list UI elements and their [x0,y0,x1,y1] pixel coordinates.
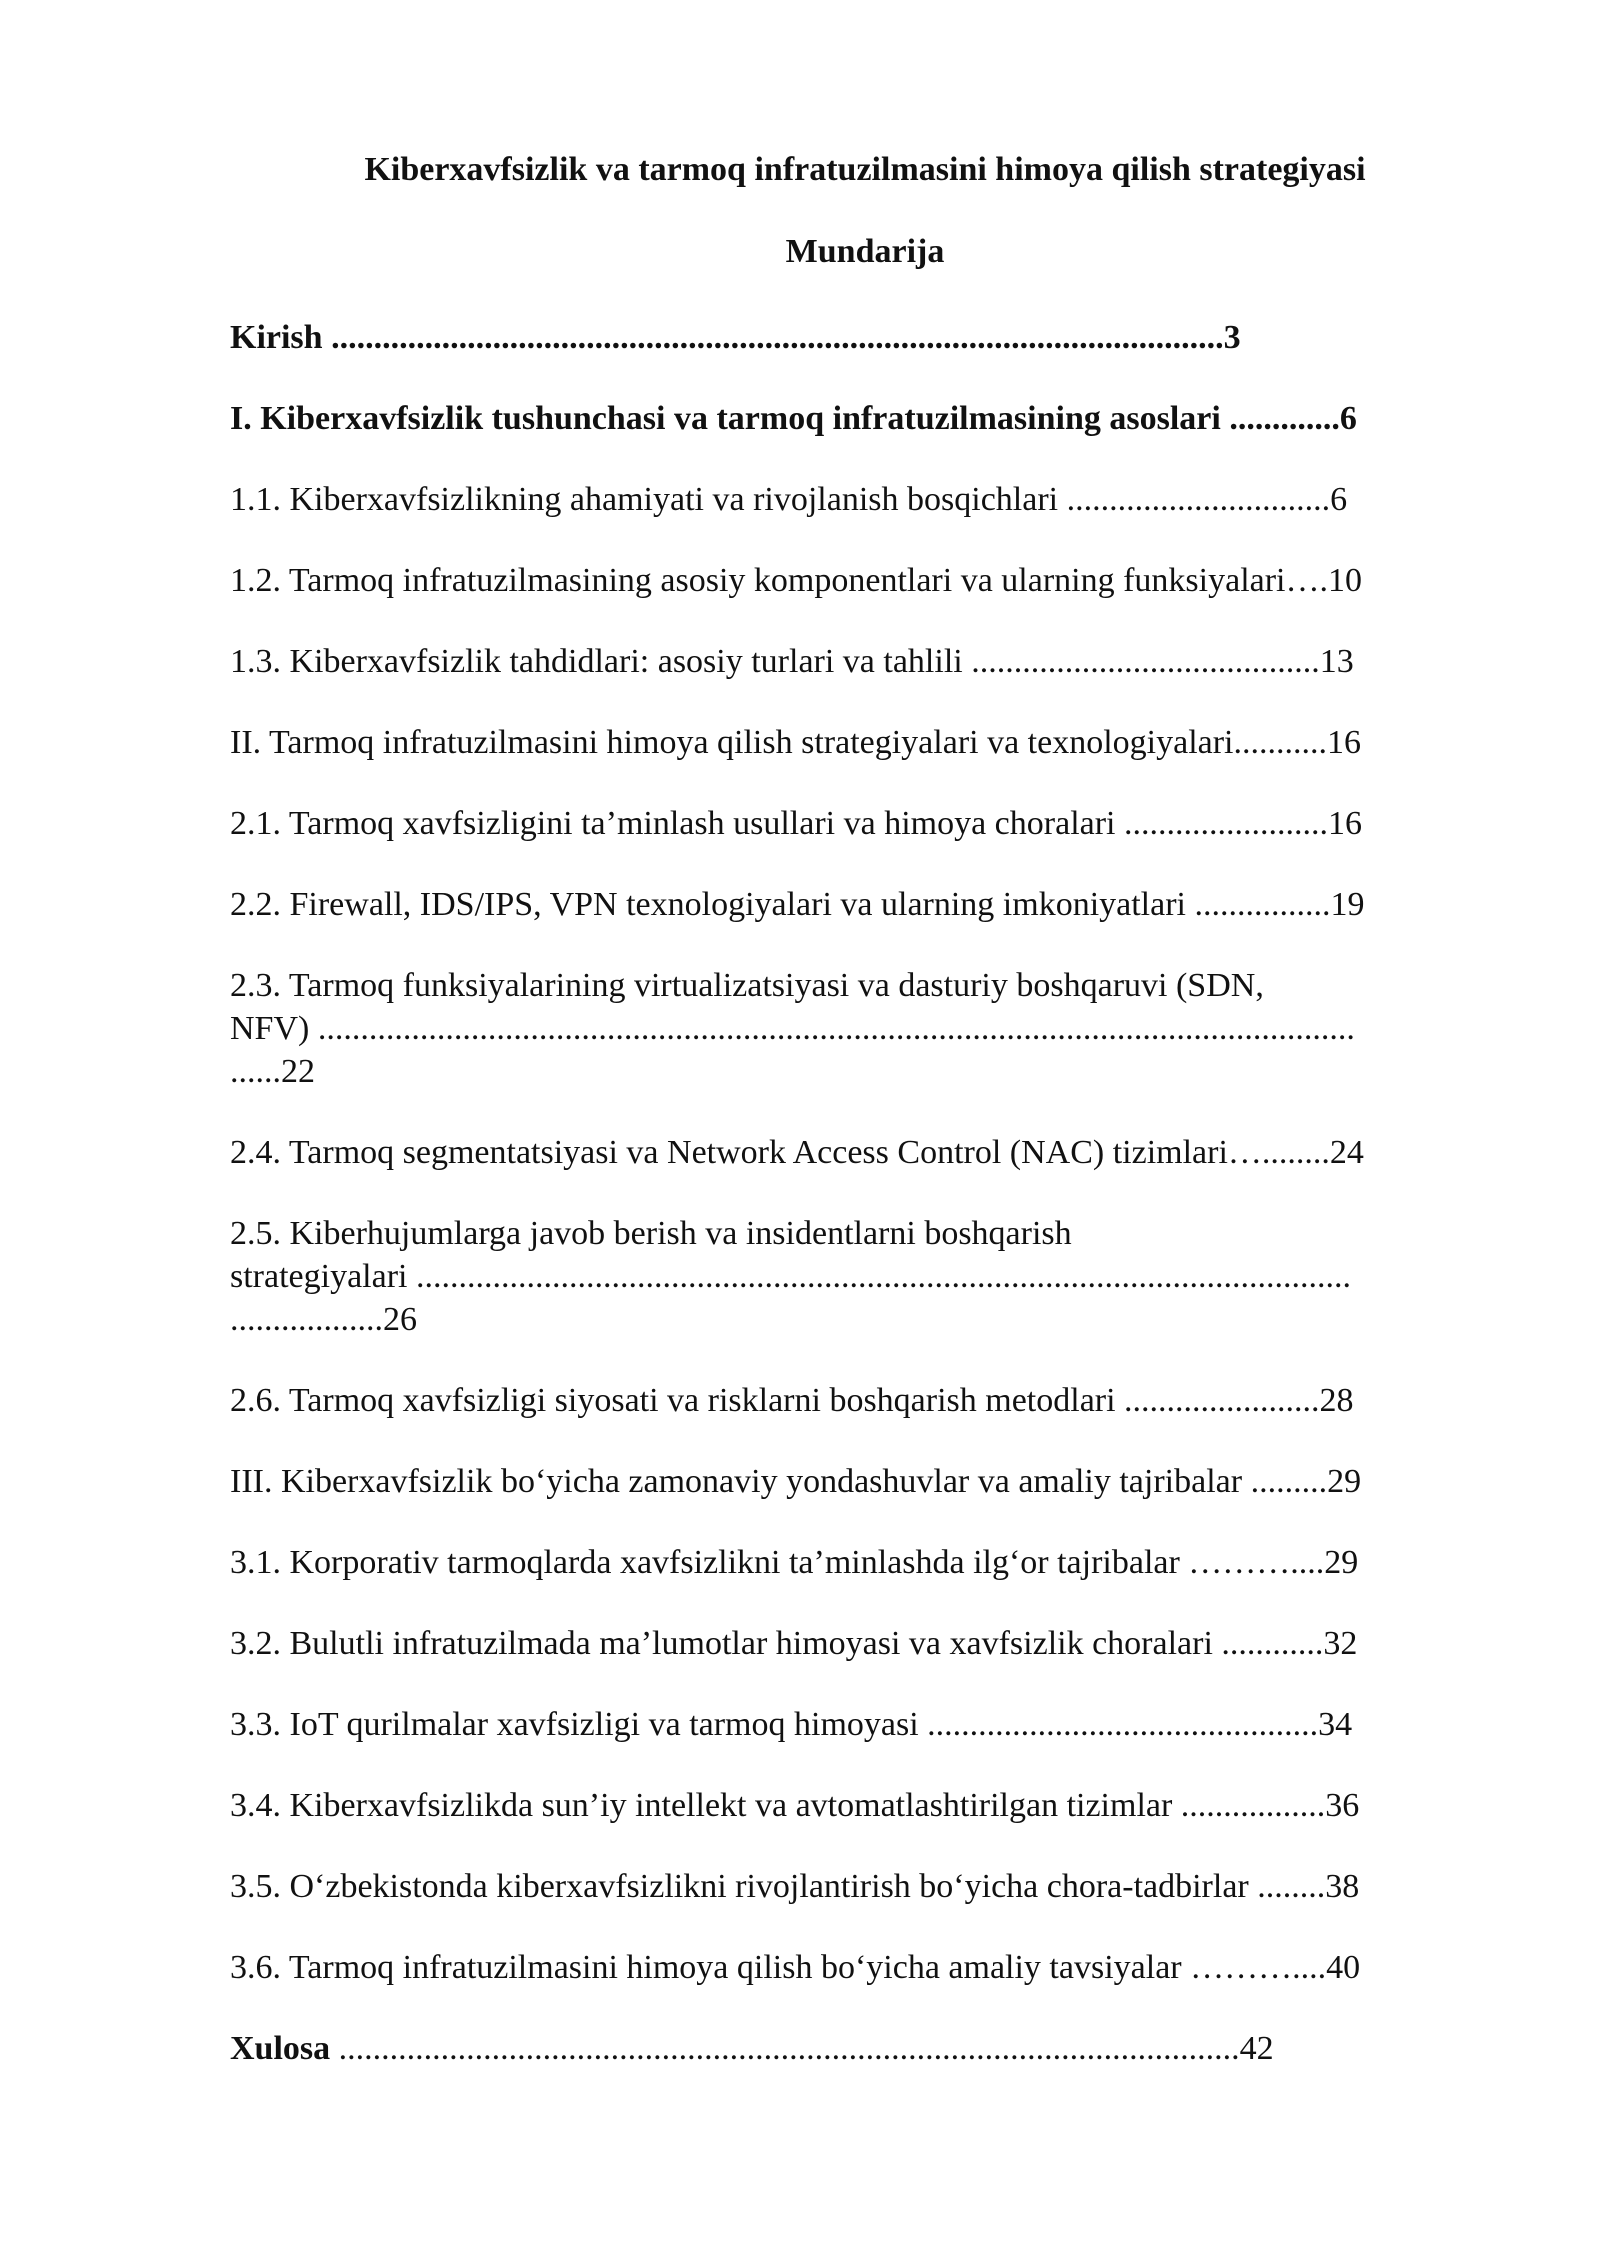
toc-entry-kirish: Kirish .........................................................................................................3 [230,319,1241,356]
toc-entry-chapter-3: III. Kiberxavfsizlik bo‘yicha zamonaviy yondashuvlar va amaliy tajribalar .........29 [230,1463,1362,1500]
toc-entry-xulosa [230,2027,1274,2070]
toc-entry-2-5-line1: 2.5. Kiberhujumlarga javob berish va insidentlarni boshqarish [230,1215,1072,1252]
toc-entry-2-4: 2.4. Tarmoq segmentatsiyasi va Network Access Control (NAC) tizimlari…........24 [230,1134,1364,1171]
toc-entry-2-5-line2: strategiyalari .............................................................................................................. [230,1258,1351,1295]
document-title: Kiberxavfsizlik va tarmoq infratuzilmasini himoya qilish strategiyasi [364,151,1366,188]
toc-entry-2-1: 2.1. Tarmoq xavfsizligini ta’minlash usullari va himoya choralari ........................16 [230,805,1362,842]
toc-entry-2-3-line2: NFV) .......................................................................................................................... [230,1010,1355,1047]
toc-entry-3-6: 3.6. Tarmoq infratuzilmasini himoya qilish bo‘yicha amaliy tavsiyalar ………....40 [230,1949,1361,1986]
toc-entry-1-2: 1.2. Tarmoq infratuzilmasining asosiy komponentlari va ularning funksiyalari….10 [230,562,1362,599]
toc-entry-1-1: 1.1. Kiberxavfsizlikning ahamiyati va rivojlanish bosqichlari ...............................6 [230,481,1348,518]
toc-entry-xulosa-label: Xulosa [230,2030,331,2067]
toc-entry-3-1: 3.1. Korporativ tarmoqlarda xavfsizlikni ta’minlashda ilg‘or tajribalar ………....29 [230,1544,1359,1581]
toc-entry-3-3: 3.3. IoT qurilmalar xavfsizligi va tarmoq himoyasi ..............................................34 [230,1706,1353,1743]
toc-entry-2-3-line1: 2.3. Tarmoq funksiyalarining virtualizatsiyasi va dasturiy boshqaruvi (SDN, [230,967,1264,1004]
toc-heading: Mundarija [785,233,945,270]
toc-entry-2-6: 2.6. Tarmoq xavfsizligi siyosati va risklarni boshqarish metodlari .......................28 [230,1382,1354,1419]
toc-entry-1-3: 1.3. Kiberxavfsizlik tahdidlari: asosiy turlari va tahlili .........................................13 [230,643,1354,680]
toc-entry-chapter-2: II. Tarmoq infratuzilmasini himoya qilish strategiyalari va texnologiyalari...........16 [230,724,1361,761]
toc-entry-2-2: 2.2. Firewall, IDS/IPS, VPN texnologiyalari va ularning imkoniyatlari ................19 [230,886,1365,923]
toc-entry-2-3-line3: ......22 [230,1053,315,1090]
toc-entry-3-2: 3.2. Bulutli infratuzilmada ma’lumotlar himoyasi va xavfsizlik choralari ............32 [230,1625,1358,1662]
toc-entry-xulosa-leader: ..........................................................................................................42 [330,2030,1274,2067]
toc-entry-3-4: 3.4. Kiberxavfsizlikda sun’iy intellekt va avtomatlashtirilgan tizimlar .................36 [230,1787,1360,1824]
toc-entry-2-5-line3: ..................26 [230,1301,417,1338]
toc-entry-chapter-1: I. Kiberxavfsizlik tushunchasi va tarmoq infratuzilmasining asoslari .............6 [230,400,1357,437]
toc-entry-3-5: 3.5. O‘zbekistonda kiberxavfsizlikni rivojlantirish bo‘yicha chora-tadbirlar ........38 [230,1868,1360,1905]
